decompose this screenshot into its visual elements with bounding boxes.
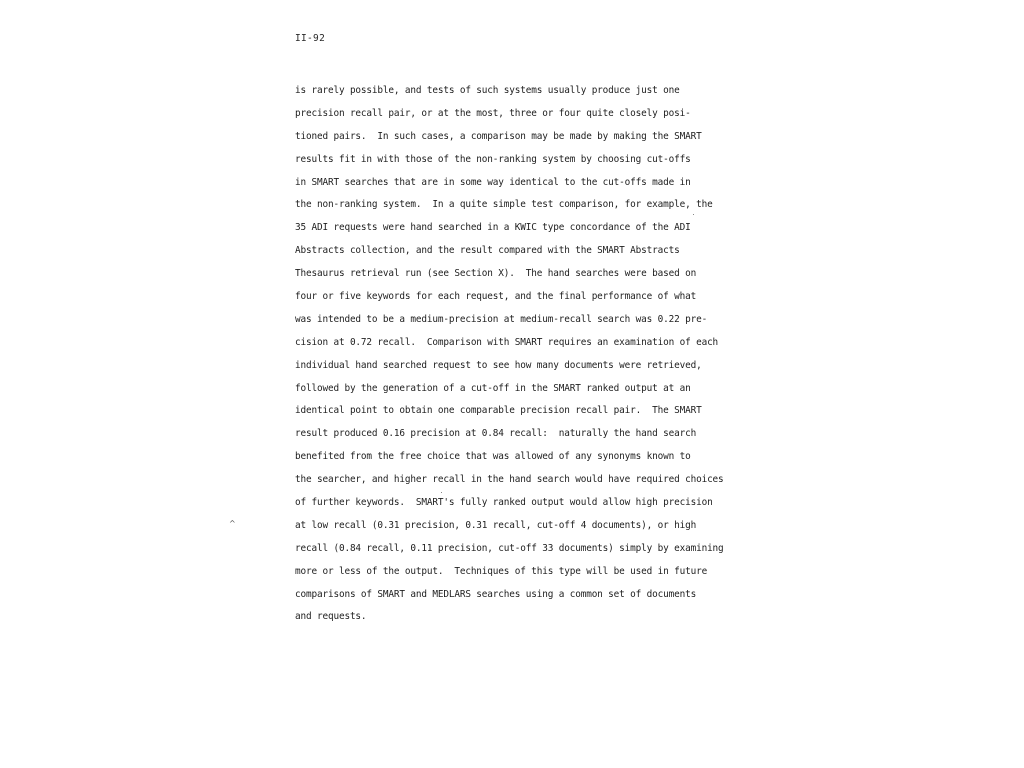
text-line: Abstracts collection, and the result compared with the SMART Abstracts	[295, 245, 680, 257]
text-line: and requests.	[295, 611, 367, 623]
scan-speck	[693, 214, 694, 215]
text-line: of further keywords. SMART's fully ranked output would allow high precision	[295, 497, 713, 509]
text-line: followed by the generation of a cut-off in the SMART ranked output at an	[295, 382, 691, 394]
text-line: at low recall (0.31 precision, 0.31 recall, cut-off 4 documents), or high	[295, 519, 697, 531]
text-line: the non-ranking system. In a quite simple test comparison, for example, the	[295, 199, 713, 211]
page-number: II-92	[295, 33, 326, 44]
text-line: results fit in with those of the non-ranking system by choosing cut-offs	[295, 153, 691, 165]
text-line: is rarely possible, and tests of such systems usually produce just one	[295, 85, 680, 96]
body-paragraph	[295, 84, 735, 633]
text-line: cision at 0.72 recall. Comparison with SMART requires an examination of each	[295, 336, 719, 348]
text-line: result produced 0.16 precision at 0.84 recall: naturally the hand search	[295, 428, 697, 440]
text-line: was intended to be a medium-precision at medium-recall search was 0.22 pre-	[295, 313, 708, 325]
scan-speck: ^	[229, 519, 236, 528]
text-line: four or five keywords for each request, and the final performance of what	[295, 291, 697, 303]
text-line: comparisons of SMART and MEDLARS searches using a common set of documents	[295, 588, 697, 600]
text-line: precision recall pair, or at the most, three or four quite closely posi-	[295, 107, 691, 119]
text-line: the searcher, and higher recall in the hand search would have required choices	[295, 474, 724, 486]
text-line: individual hand searched request to see how many documents were retrieved,	[295, 359, 702, 371]
text-line: recall (0.84 recall, 0.11 precision, cut-off 33 documents) simply by examining	[295, 542, 724, 554]
text-line: identical point to obtain one comparable precision recall pair. The SMART	[295, 405, 702, 417]
text-line: in SMART searches that are in some way identical to the cut-offs made in	[295, 176, 691, 188]
text-line: 35 ADI requests were hand searched in a KWIC type concordance of the ADI	[295, 222, 691, 234]
text-line: more or less of the output. Techniques of this type will be used in future	[295, 565, 708, 577]
text-line: Thesaurus retrieval run (see Section X). The hand searches were based on	[295, 268, 697, 280]
scan-speck	[441, 492, 442, 493]
text-line: tioned pairs. In such cases, a comparison may be made by making the SMART	[295, 130, 702, 142]
text-line: benefited from the free choice that was allowed of any synonyms known to	[295, 451, 691, 463]
